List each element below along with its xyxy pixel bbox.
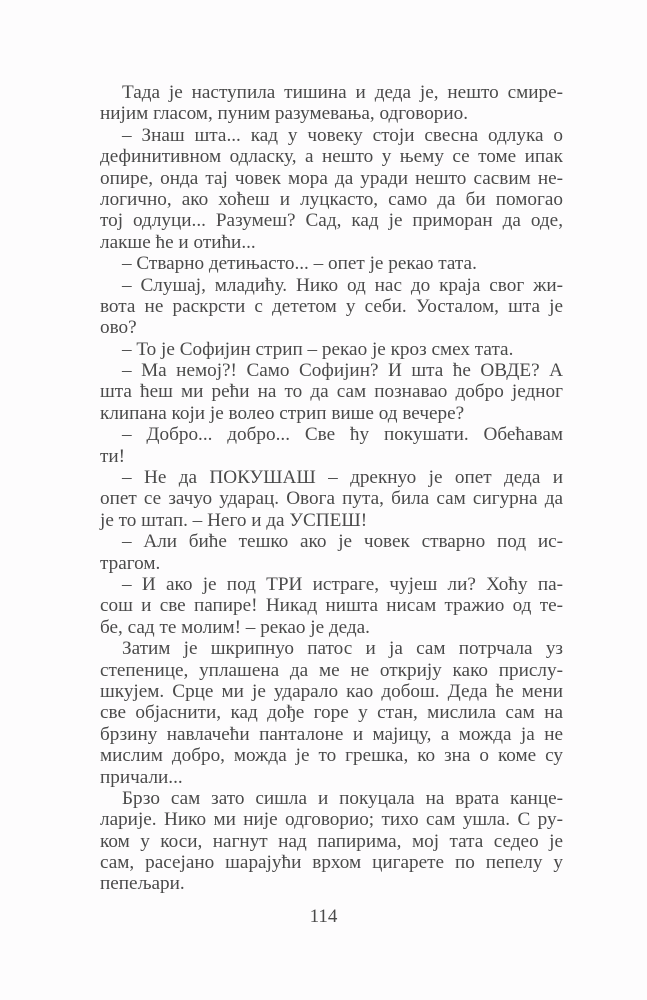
text-line: ком у коси, нагнут над папирима, мој тата седео је: [100, 830, 563, 852]
text-line: тој одлуци... Разумеш? Сад, кад је приморан да оде,: [100, 210, 563, 232]
text-line: – И ако је под ТРИ истраге, чујеш ли? Хоћу па-: [122, 573, 563, 595]
text-line: ларије. Нико ми није одговорио; тихо сам ушла. С ру-: [100, 809, 563, 831]
text-line: степенице, уплашена да ме не открију како прислу-: [100, 659, 563, 681]
text-line: – Али биће тешко ако је човек стварно под ис-: [122, 531, 563, 553]
text-line: лакше ће и отићи...: [100, 231, 256, 253]
text-line: ти!: [100, 445, 126, 467]
text-line: сам, расејано шарајући врхом цигарете по пепелу у: [100, 852, 563, 874]
text-line: ово?: [100, 317, 137, 339]
text-line: – Добро... добро... Све ћу покушати. Обећавам: [122, 424, 563, 446]
text-line: причали...: [100, 766, 183, 788]
text-line: трагом.: [100, 552, 161, 574]
text-line: све објаснити, кад дође горе у стан, мислила сам на: [100, 702, 563, 724]
text-line: шкујем. Срце ми је ударало као добош. Деда ће мени: [100, 680, 563, 702]
text-line: – То је Софијин стрип – рекао је кроз смех тата.: [122, 338, 514, 360]
text-line: пепељари.: [100, 873, 185, 895]
text-line: бе, сад те молим! – рекао је деда.: [100, 616, 370, 638]
text-line: је то штап. – Него и да УСПЕШ!: [100, 509, 368, 531]
text-line: нијим гласом, пуним разумевања, одговорио.: [100, 103, 469, 125]
page-body-text: [100, 82, 563, 895]
text-line: вота не раскрсти с дететом у себи. Уосталом, шта је: [100, 295, 563, 317]
text-line: – Не да ПОКУШАШ – дрекнуо је опет деда и: [122, 467, 563, 489]
text-line: Брзо сам зато сишла и покуцала на врата канце-: [122, 787, 563, 809]
text-line: – Ма немој?! Само Софијин? И шта ће ОВДЕ? А: [122, 360, 563, 382]
text-line: – Слушај, младићу. Нико од нас до краја свог жи-: [122, 274, 563, 296]
text-line: – Знаш шта... кад у човеку стоји свесна одлука о: [122, 124, 563, 146]
text-line: клипана који је волео стрип више од вечере?: [100, 402, 465, 424]
text-line: опет се зачуо ударац. Овога пута, била сам сигурна да: [100, 488, 563, 510]
text-line: – Стварно детињасто... – опет је рекао тата.: [122, 253, 477, 275]
page-number: 114: [309, 906, 338, 927]
text-line: мислим добро, можда је то грешка, ко зна о коме су: [100, 745, 563, 767]
text-line: дефинитивном одласку, а нешто у њему се томе ипак: [100, 146, 563, 168]
text-line: брзину навлачећи панталоне и мајицу, а можда ја не: [100, 723, 563, 745]
text-line: логично, ако хоћеш и луцкасто, само да би помогао: [100, 188, 563, 210]
text-line: сош и све папире! Никад ништа нисам тражио од те-: [100, 595, 563, 617]
text-line: Тада је наступила тишина и деда је, нешто смире-: [122, 82, 563, 103]
text-line: Затим је шкрипнуо патос и ја сам потрчала уз: [122, 638, 563, 660]
text-line: шта ћеш ми рећи на то да сам познавао добро једног: [100, 381, 563, 403]
text-line: опире, онда тај човек мора да уради нешто сасвим не-: [100, 167, 563, 189]
